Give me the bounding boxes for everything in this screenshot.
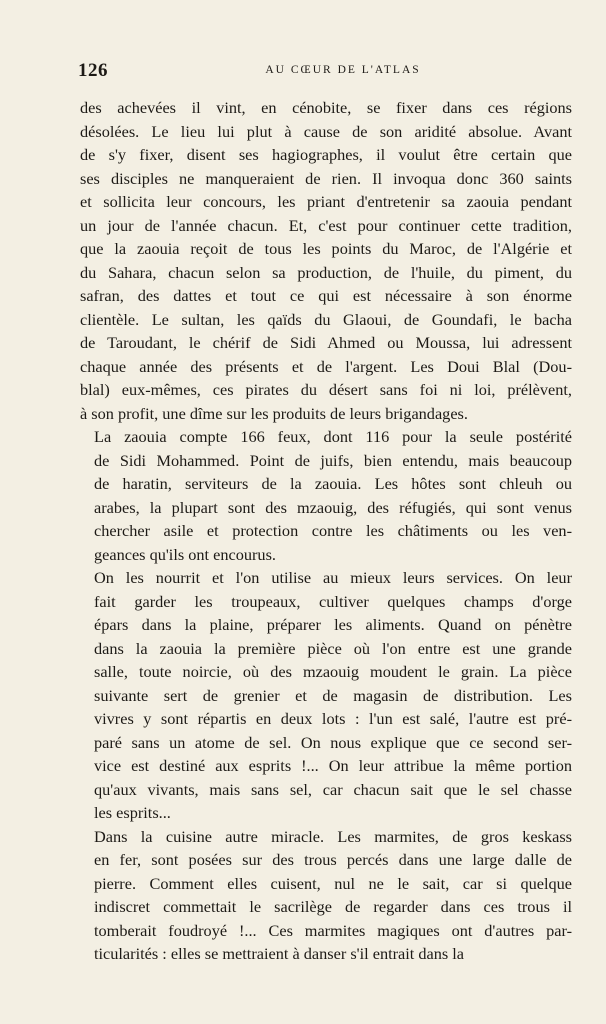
text-line: La zaouia compte 166 feux, dont 116 pour la seule postérité: [94, 427, 572, 446]
text-line: tomberait foudroyé !... Ces marmites magiques ont d'autres par-: [94, 920, 572, 940]
text-line: clientèle. Le sultan, les qaïds du Glaoui, de Goundafi, le bacha: [80, 309, 572, 329]
text-line: ticularités : elles se mettraient à danser s'il entrait dans la: [94, 944, 465, 963]
text-line: On les nourrit et l'on utilise au mieux leurs services. On leur: [94, 568, 572, 587]
text-line: que la zaouia reçoit de tous les points du Maroc, de l'Algérie et: [80, 239, 572, 258]
text-line: épars dans la plaine, préparer les aliments. Quand on pénètre: [94, 615, 572, 634]
paragraph: [80, 96, 572, 425]
running-head: [78, 60, 578, 84]
text-line: salle, toute noircie, où des mzaouig moudent le grain. La pièce: [94, 662, 572, 681]
text-line: de s'y fixer, disent ses hagiographes, il voulut être certain que: [80, 145, 572, 164]
text-line: du Sahara, chacun selon sa production, de l'huile, du piment, du: [80, 262, 572, 282]
text-line: Dans la cuisine autre miracle. Les marmites, de gros keskass: [94, 826, 572, 846]
text-line: chercher asile et protection contre les châtiments ou les ven-: [94, 521, 572, 540]
page-number: 126: [78, 60, 108, 81]
text-line: pierre. Comment elles cuisent, nul ne le sait, car si quelque: [94, 873, 572, 893]
paragraph: [80, 566, 572, 825]
running-title: AU CŒUR DE L'ATLAS: [265, 64, 421, 76]
text-line: les esprits...: [94, 803, 171, 822]
paragraph: [80, 425, 572, 566]
text-line: et sollicita leur concours, les priant d'entretenir sa zaouia pendant: [80, 192, 572, 211]
text-line: arabes, la plupart sont des mzaouig, des réfugiés, qui sont venus: [94, 497, 572, 517]
text-line: ses disciples ne manqueraient de rien. Il invoqua donc 360 saints: [80, 168, 572, 188]
text-line: geances qu'ils ont encourus.: [94, 544, 276, 564]
body-text: [80, 96, 572, 966]
text-line: des achevées il vint, en cénobite, se fixer dans ces régions: [80, 98, 572, 117]
text-line: dans la zaouia la première pièce où l'on entre est une grande: [94, 638, 572, 658]
text-line: de Sidi Mohammed. Point de juifs, bien entendu, mais beaucoup: [94, 450, 572, 470]
text-line: paré sans un atome de sel. On nous explique que ce second ser-: [94, 732, 572, 752]
text-line: de Taroudant, le chérif de Sidi Ahmed ou Moussa, lui adressent: [80, 333, 572, 352]
text-line: fait garder les troupeaux, cultiver quelques champs d'orge: [94, 591, 572, 611]
text-line: vivres y sont répartis en deux lots : l'un est salé, l'autre est pré-: [94, 709, 572, 728]
text-line: blal) eux-mêmes, ces pirates du désert sans foi ni loi, prélèvent,: [80, 380, 572, 399]
text-line: chaque année des présents et de l'argent. Les Doui Blal (Dou-: [80, 356, 572, 376]
text-line: de haratin, serviteurs de la zaouia. Les hôtes sont chleuh ou: [94, 474, 572, 493]
text-line: qu'aux vivants, mais sans sel, car chacun sait que le sel chasse: [94, 779, 572, 799]
text-line: en fer, sont posées sur des trous percés dans une large dalle de: [94, 850, 572, 869]
text-line: un jour de l'année chacun. Et, c'est pour continuer cette tradition,: [80, 215, 572, 235]
text-line: vice est destiné aux esprits !... On leur attribue la même portion: [94, 756, 572, 775]
text-line: à son profit, une dîme sur les produits de leurs brigandages.: [80, 403, 468, 423]
text-line: suivante sert de grenier et de magasin de distribution. Les: [94, 685, 572, 705]
paragraph: [80, 825, 572, 966]
text-line: safran, des dattes et tout ce qui est nécessaire à son énorme: [80, 286, 572, 305]
text-line: désolées. Le lieu lui plut à cause de son aridité absolue. Avant: [80, 121, 572, 141]
text-line: indiscret commettait le sacrilège de regarder dans ces trous il: [94, 897, 572, 916]
